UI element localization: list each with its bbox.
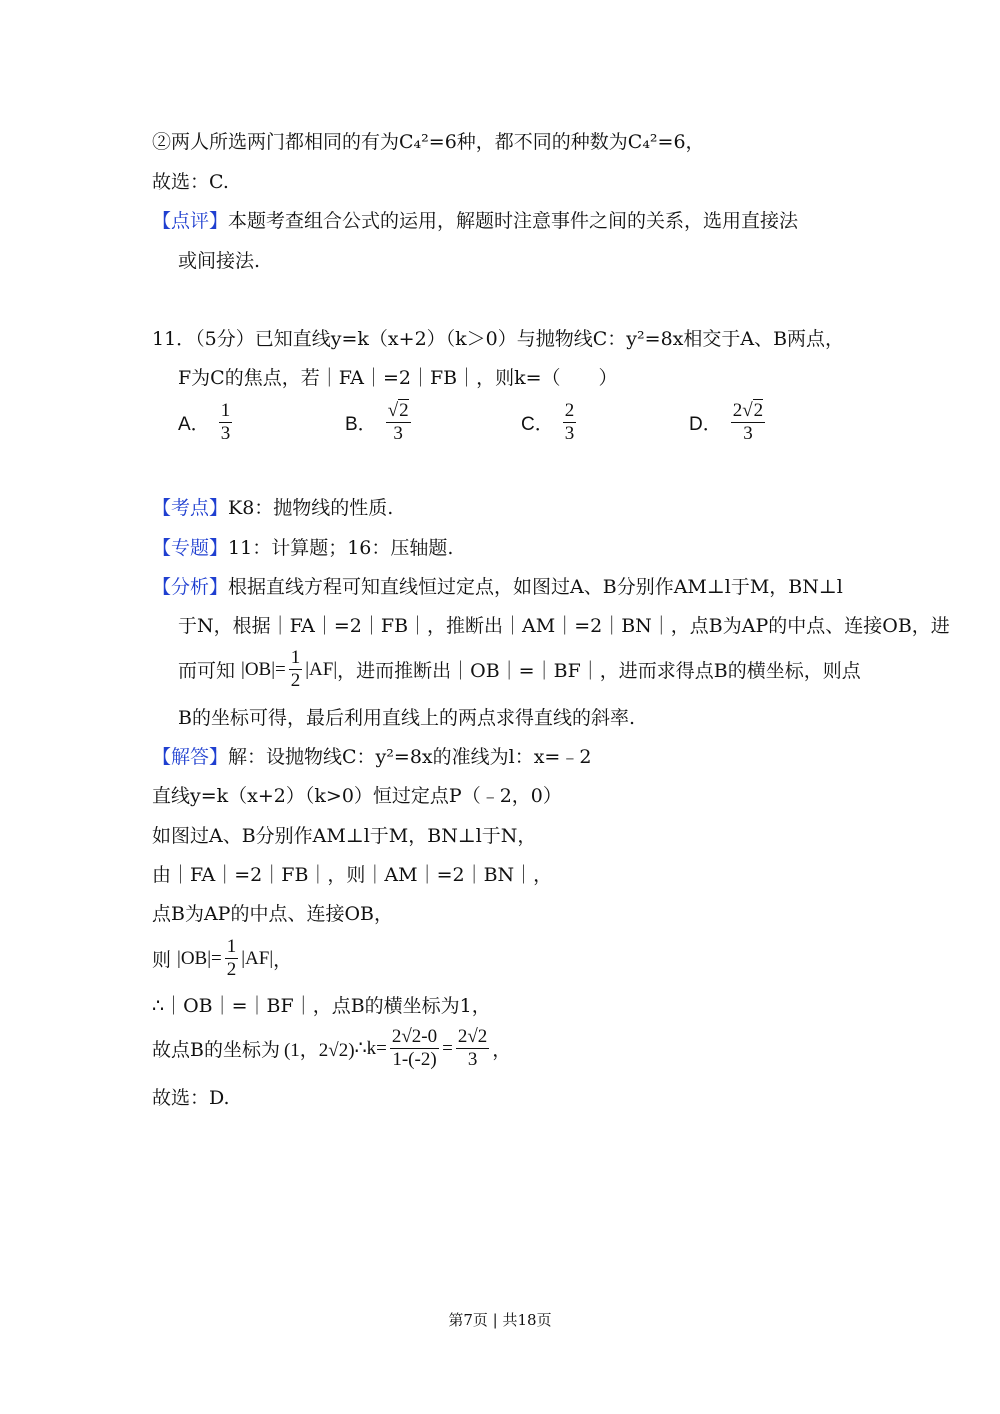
half-fraction: $\frac{1}{2}$: [226, 936, 237, 980]
fenxi-tag: 【分析】: [152, 576, 229, 598]
option-d-fraction: $\frac{2√2}{3}$: [732, 400, 764, 444]
solution-line-2: 直线y=k（x+2）（k>0）恒过定点P（﹣2，0）: [152, 785, 562, 807]
option-a: A． $\frac{1}{3}$: [178, 400, 231, 444]
fenxi-line-1: 【分析】根据直线方程可知直线恒过定点，如图过A、B分别作AM⊥l于M，BN⊥l: [152, 576, 843, 598]
question-11-line-2: F为C的焦点，若｜FA｜=2｜FB｜，则k=（ ）: [178, 367, 618, 389]
fenxi-line-2: 于N，根据｜FA｜=2｜FB｜，推断出｜AM｜=2｜BN｜，点B为AP的中点、连接OB，进: [178, 615, 950, 637]
solution-line-8: 故点B的坐标为 (1，2√2) ∴k= $\frac{2√2-0}{1-(-2)}$ = $\frac{2√2}{3}$ ，: [152, 1026, 512, 1070]
half-fraction: $\frac{1}{2}$: [290, 647, 301, 691]
slope-fraction: $\frac{2√2-0}{1-(-2)}$: [391, 1026, 438, 1070]
solution-line-4: 由｜FA｜=2｜FB｜，则｜AM｜=2｜BN｜，: [152, 864, 553, 886]
answer-line-d: 故选：D.: [152, 1087, 230, 1109]
jieda-tag: 【解答】: [152, 746, 229, 768]
solution-line-combination: ②两人所选两门都相同的有为C₄²=6种，都不同的种数为C₄²=6，: [152, 131, 705, 153]
review-tag: 【点评】: [152, 210, 229, 232]
question-11-line-1: 11．（5分）已知直线y=k（x+2）（k＞0）与抛物线C：y²=8x相交于A、B两点，: [152, 328, 845, 350]
zhuanti-tag: 【专题】: [152, 537, 229, 559]
sqrt-sign: √2: [742, 400, 764, 421]
option-c: C． $\frac{2}{3}$: [521, 400, 575, 444]
zhuanti-line: 【专题】11：计算题；16：压轴题.: [152, 537, 454, 559]
page-footer: 第7页 | 共18页: [448, 1311, 552, 1329]
review-line-1: 【点评】本题考查组合公式的运用，解题时注意事件之间的关系，选用直接法: [152, 210, 799, 232]
jieda-line-1: 【解答】解：设抛物线C：y²=8x的准线为l：x=﹣2: [152, 746, 592, 768]
fenxi-line-4: B的坐标可得，最后利用直线上的两点求得直线的斜率.: [178, 707, 636, 729]
option-c-fraction: $\frac{2}{3}$: [564, 400, 575, 444]
answer-line-c: 故选：C.: [152, 171, 229, 193]
option-b-fraction: $\frac{√2}{3}$: [387, 400, 409, 444]
solution-line-5: 点B为AP的中点、连接OB，: [152, 903, 394, 925]
solution-line-7: ∴｜OB｜=｜BF｜，点B的横坐标为1，: [152, 995, 491, 1017]
option-b: B． $\frac{√2}{3}$: [345, 400, 409, 444]
option-d: D． $\frac{2√2}{3}$: [689, 400, 764, 444]
kaodian-line: 【考点】K8：抛物线的性质.: [152, 497, 394, 519]
solution-line-6: 则 |OB|= $\frac{1}{2}$ |AF| ，: [152, 936, 293, 980]
fenxi-line-3: 而可知 |OB|= $\frac{1}{2}$ |AF| ，进而推断出｜OB｜=｜BF｜，进而求得点B的横坐标，则点: [178, 647, 861, 691]
sqrt-sign: √2: [387, 400, 409, 421]
result-fraction: $\frac{2√2}{3}$: [457, 1026, 488, 1070]
kaodian-tag: 【考点】: [152, 497, 229, 519]
option-a-fraction: $\frac{1}{3}$: [220, 400, 231, 444]
solution-line-3: 如图过A、B分别作AM⊥l于M，BN⊥l于N，: [152, 825, 537, 847]
review-line-2: 或间接法.: [178, 250, 261, 272]
